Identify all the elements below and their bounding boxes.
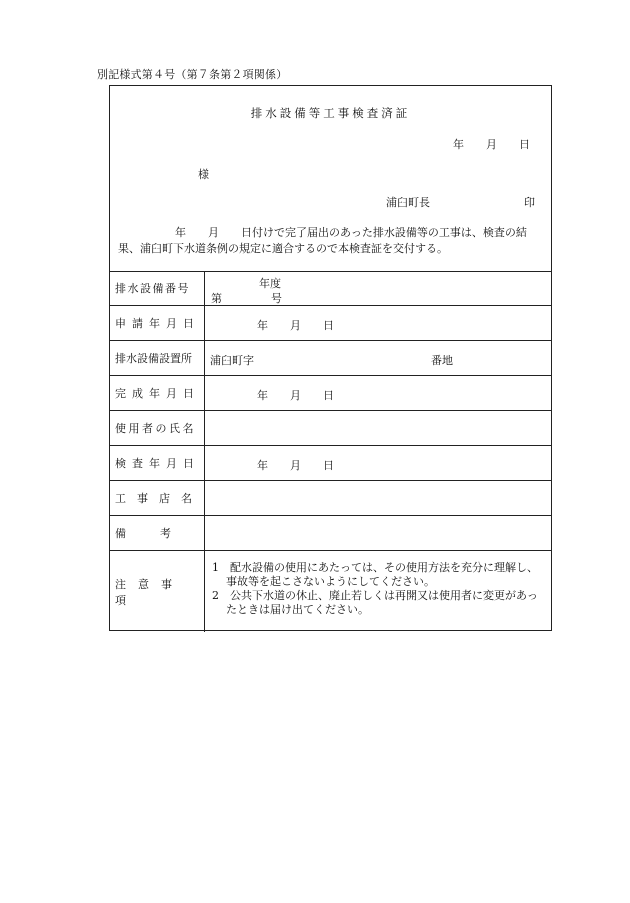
row-value bbox=[204, 411, 551, 445]
row-value bbox=[204, 481, 551, 515]
row-label: 注意事項 bbox=[110, 551, 205, 632]
row-contractor bbox=[110, 481, 551, 516]
row-facility-number bbox=[110, 271, 551, 306]
note-item: 2 公共下水道の休止、廃止若しくは再開又は使用者に変更があったときは届け出てください。 bbox=[212, 589, 538, 616]
certificate-header bbox=[110, 86, 551, 272]
row-install-location bbox=[110, 341, 551, 376]
row-application-date bbox=[110, 306, 551, 341]
row-label: 排水設備番号 bbox=[110, 271, 205, 305]
seal-mark: 印 bbox=[524, 196, 535, 209]
row-label: 完成年月日 bbox=[110, 376, 205, 410]
row-value bbox=[204, 341, 551, 375]
row-value bbox=[204, 551, 551, 632]
row-label: 使用者の氏名 bbox=[110, 411, 205, 445]
certificate-body-text: 年 月 日付けで完了届出のあった排水設備等の工事は、検査の結果、浦臼町下水道条例の規定に適合するので本検査証を交付する。 bbox=[118, 226, 527, 255]
row-completion-date bbox=[110, 376, 551, 411]
row-remarks bbox=[110, 516, 551, 551]
row-value: 年 月 日 bbox=[257, 459, 334, 472]
row-user-name bbox=[110, 411, 551, 446]
fiscal-year-label: 年度 bbox=[259, 277, 281, 290]
row-label: 工事店名 bbox=[110, 481, 205, 515]
certificate-title: 排水設備等工事検査済証 bbox=[250, 106, 411, 120]
form-caption: 別記様式第４号（第７条第２項関係） bbox=[97, 68, 288, 81]
row-inspection-date bbox=[110, 446, 551, 481]
row-value: 年 月 日 bbox=[257, 319, 334, 332]
row-value bbox=[204, 516, 551, 550]
row-label: 排水設備設置所 bbox=[110, 341, 205, 375]
note-item: 1 配水設備の使用にあたっては、その使用方法を充分に理解し、事故等を起こさないようにしてください。 bbox=[212, 561, 538, 588]
location-suffix: 番地 bbox=[431, 354, 453, 367]
issuer-name: 浦臼町長 bbox=[386, 196, 430, 209]
row-value bbox=[204, 271, 551, 305]
inspection-certificate-form bbox=[109, 85, 552, 631]
number-suffix: 号 bbox=[271, 292, 282, 305]
row-label: 備 考 bbox=[110, 516, 205, 550]
issue-date: 年 月 日 bbox=[453, 138, 530, 151]
row-label: 申請年月日 bbox=[110, 306, 205, 340]
row-notes bbox=[110, 551, 551, 632]
notes-list bbox=[212, 561, 545, 617]
row-label: 検査年月日 bbox=[110, 446, 205, 480]
location-prefix: 浦臼町字 bbox=[210, 354, 254, 367]
number-prefix: 第 bbox=[211, 292, 222, 305]
row-value: 年 月 日 bbox=[257, 389, 334, 402]
addressee-suffix: 様 bbox=[198, 168, 209, 181]
